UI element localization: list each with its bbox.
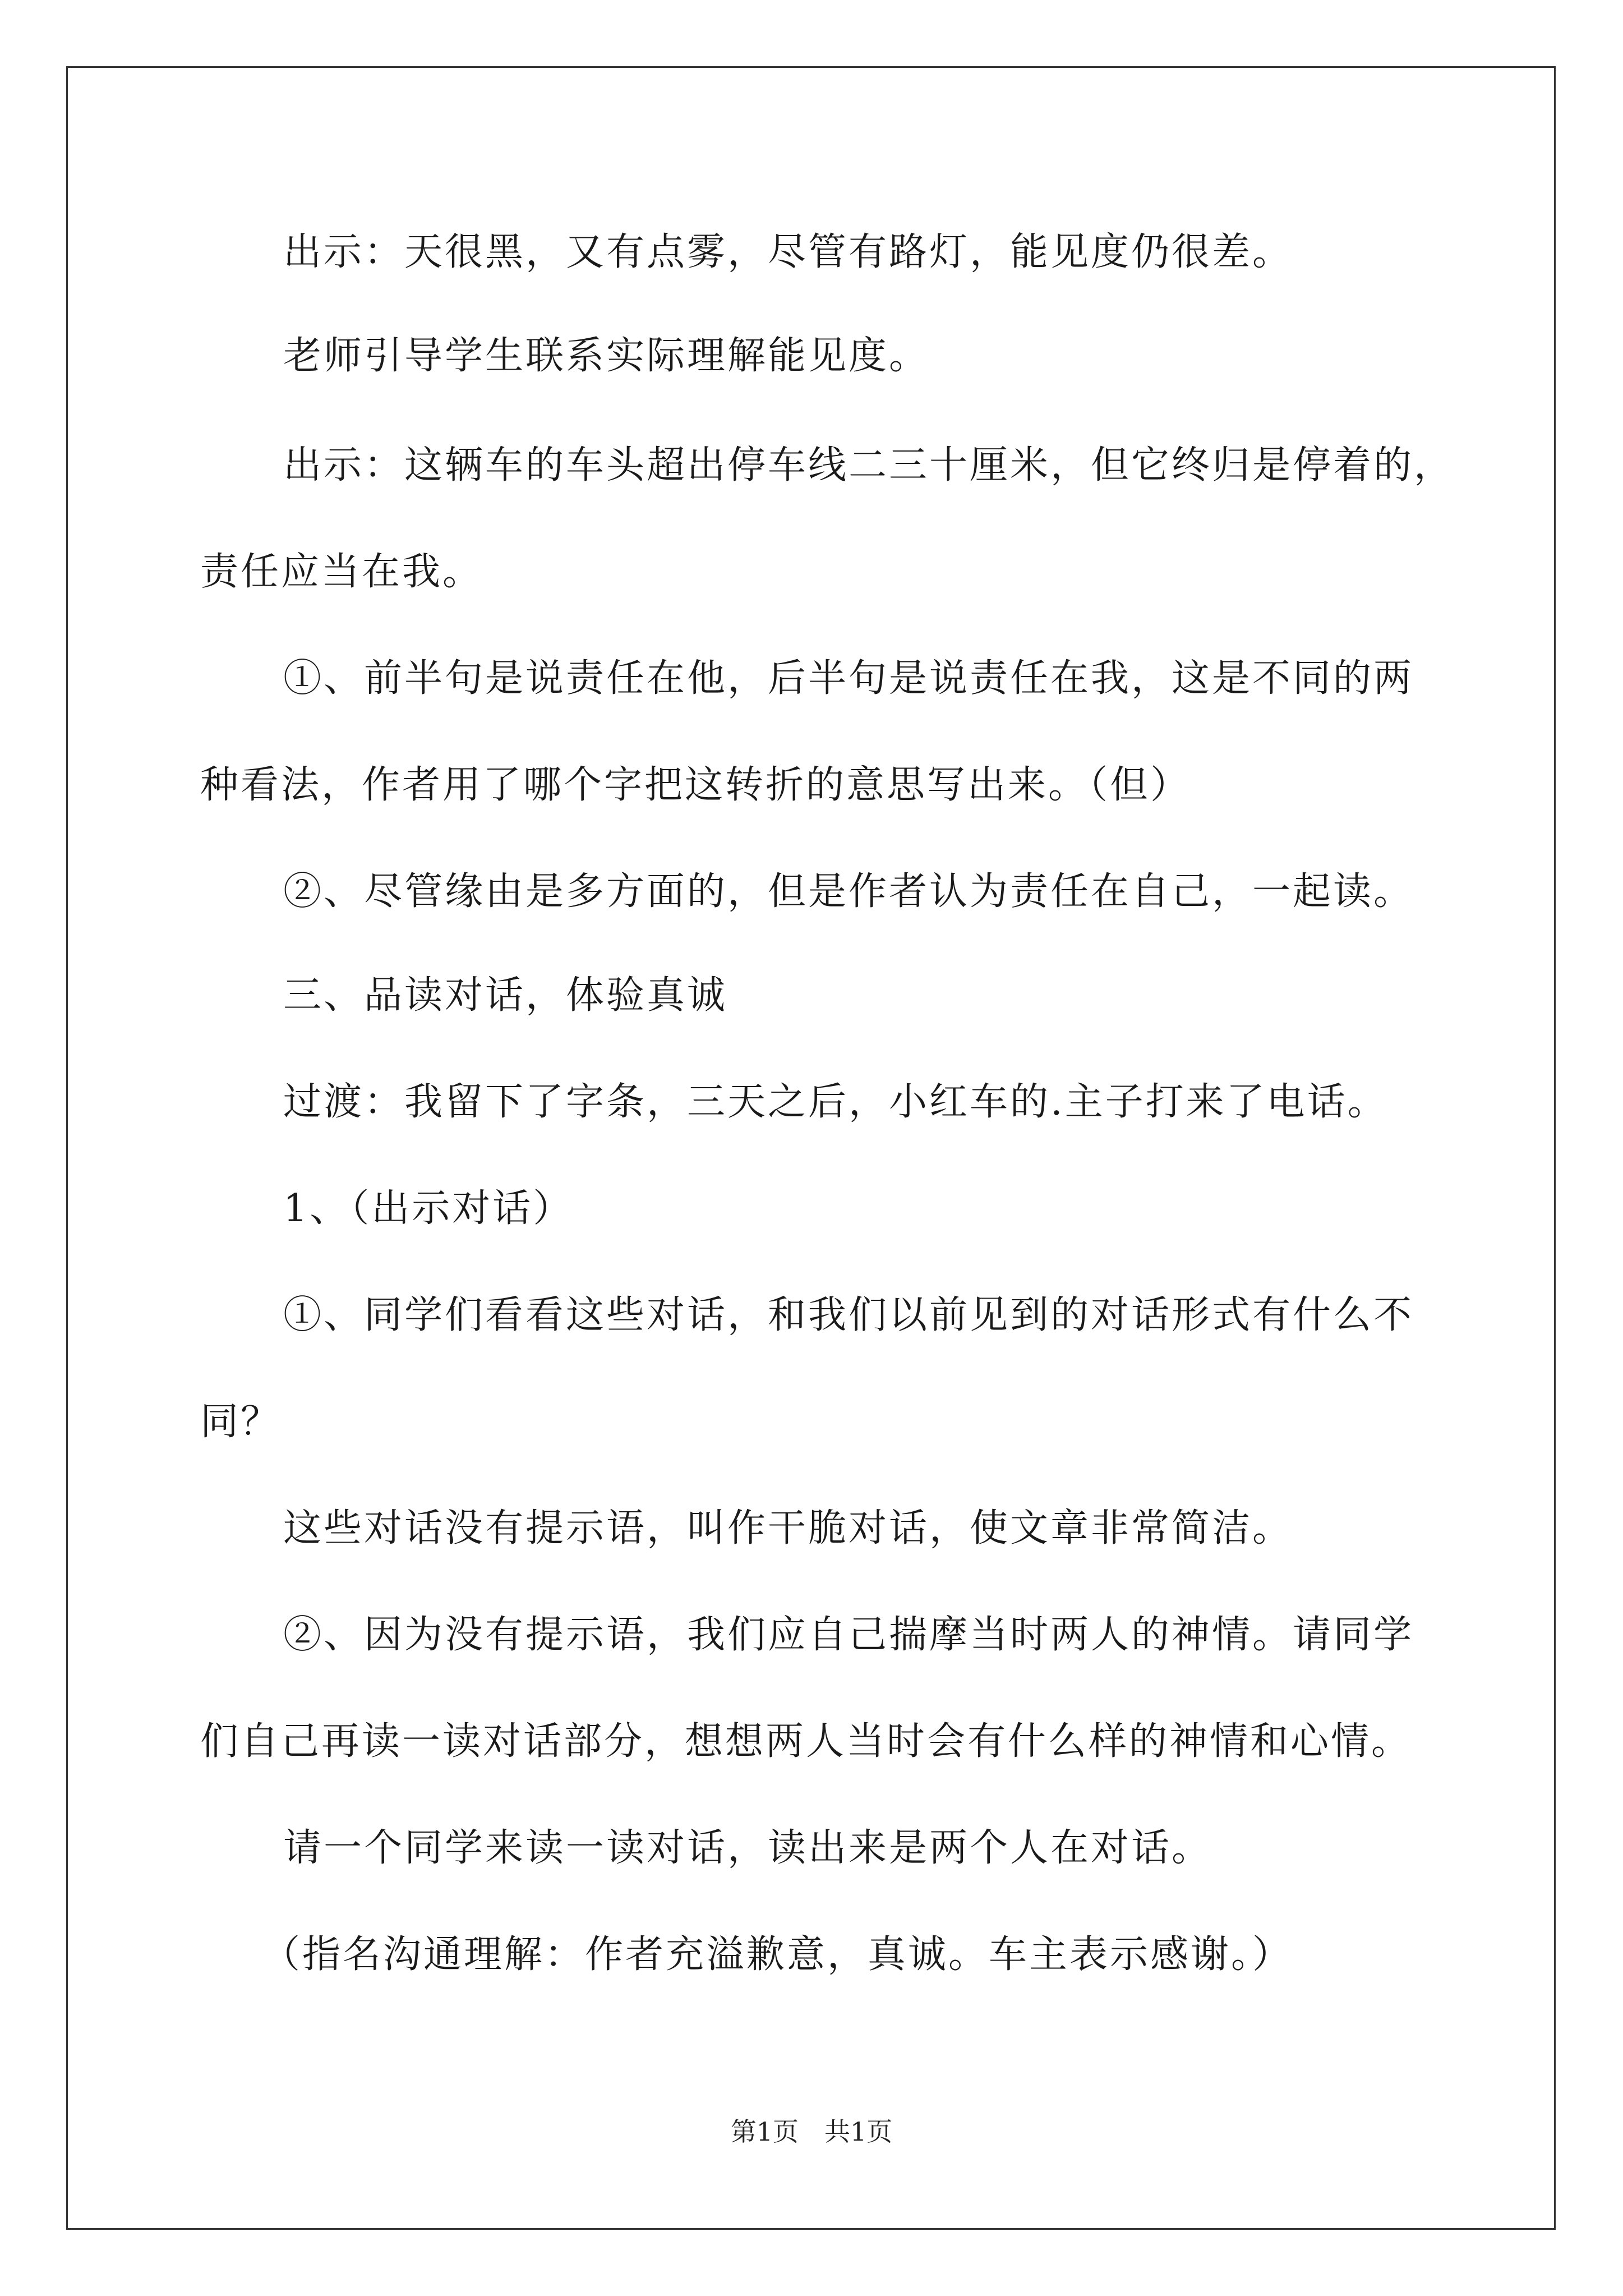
paragraph-line: 责任应当在我。: [200, 550, 483, 594]
paragraph-line: 种看法，作者用了哪个字把这转折的意思写出来。（但）: [200, 763, 1191, 807]
paragraph-line: ①、同学们看看这些对话，和我们以前见到的对话形式有什么不: [283, 1293, 1414, 1337]
paragraph-line: 老师引导学生联系实际理解能见度。: [283, 334, 930, 378]
paragraph-line: ②、因为没有提示语，我们应自己揣摩当时两人的神情。请同学: [283, 1613, 1414, 1657]
page-number-label: 第1页 共1页: [730, 2116, 893, 2147]
paragraph-line: 出示：天很黑，又有点雾，尽管有路灯，能见度仍很差。: [283, 230, 1293, 274]
paragraph-line: ②、尽管缘由是多方面的，但是作者认为责任在自己，一起读。: [283, 869, 1414, 914]
paragraph-line: （指名沟通理解：作者充溢歉意，真诚。车主表示感谢。）: [262, 1932, 1293, 1977]
paragraph-line: 过渡：我留下了字条，三天之后，小红车的.主子打来了电话。: [283, 1080, 1388, 1124]
paragraph-line: 请一个同学来读一读对话，读出来是两个人在对话。: [283, 1826, 1212, 1870]
paragraph-line: 出示：这辆车的车头超出停车线二三十厘米，但它终归是停着的，: [283, 443, 1455, 487]
section-heading: 三、品读对话，体验真诚: [283, 973, 728, 1018]
paragraph-line: 1、（出示对话）: [283, 1186, 574, 1231]
paragraph-line: 同？: [200, 1400, 282, 1444]
paragraph-line: 们自己再读一读对话部分，想想两人当时会有什么样的神情和心情。: [200, 1719, 1412, 1764]
page-border: [66, 66, 1556, 2230]
page-footer: [0, 2115, 1623, 2148]
paragraph-line: 这些对话没有提示语，叫作干脆对话，使文章非常简洁。: [283, 1506, 1293, 1550]
paragraph-line: ①、前半句是说责任在他，后半句是说责任在我，这是不同的两: [283, 656, 1414, 701]
